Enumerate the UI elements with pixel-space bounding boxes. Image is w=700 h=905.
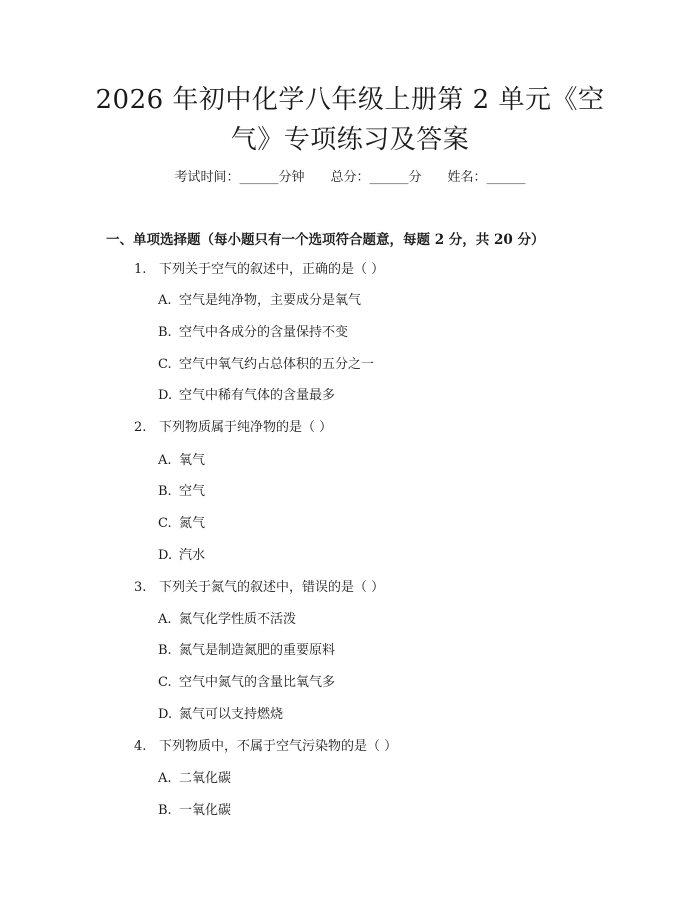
option-letter: C. [158,357,172,372]
option-text: 氮气是制造氮肥的重要原料 [179,643,336,658]
question-1 [134,260,384,280]
option-text: 一氧化碳 [179,803,232,818]
option-text: 空气 [179,484,206,499]
option-1b [158,323,348,343]
document-title [90,80,610,160]
option-3c [158,673,335,693]
exam-info [0,168,700,188]
option-text: 氮气可以支持燃烧 [179,707,284,722]
option-letter: B. [158,484,172,499]
section-title: 一、单项选择题（每小题只有一个选项符合题意，每题 2 分，共 20 分） [106,232,545,248]
option-3d [158,705,283,725]
option-2c [158,514,205,534]
option-text: 空气中各成分的含量保持不变 [179,325,349,340]
option-4b [158,801,231,821]
question-text: 下列物质属于纯净物的是（ ） [159,420,333,435]
option-2d [158,546,205,566]
option-letter: C. [158,516,172,531]
option-2b [158,482,205,502]
question-number: 1. [134,262,147,277]
option-letter: B. [158,643,172,658]
option-1a [158,291,361,311]
option-1d [158,386,335,406]
option-text: 氧气 [179,453,206,468]
option-3b [158,641,335,661]
option-letter: A. [158,612,172,627]
option-3a [158,610,296,630]
option-text: 汽水 [179,548,206,563]
title-line-2: 气》专项练习及答案 [230,125,470,155]
student-name: 姓名：______ [447,170,526,185]
question-text: 下列关于空气的叙述中，正确的是（ ） [159,262,385,277]
exam-time: 考试时间：______分钟 [174,170,305,185]
option-letter: A. [158,453,172,468]
option-letter: C. [158,675,172,690]
option-letter: D. [158,548,173,563]
option-letter: A. [158,771,172,786]
exam-score: 总分：______分 [330,170,422,185]
option-text: 空气中氮气的含量比氧气多 [179,675,336,690]
option-letter: D. [158,707,173,722]
title-line-1: 2026 年初中化学八年级上册第 2 单元《空 [95,85,605,115]
option-letter: B. [158,803,172,818]
option-letter: D. [158,388,173,403]
option-4a [158,769,231,789]
option-letter: A. [158,293,172,308]
option-text: 空气是纯净物，主要成分是氧气 [179,293,362,308]
question-number: 4. [134,739,147,754]
option-text: 二氧化碳 [179,771,232,786]
question-text: 下列关于氮气的叙述中，错误的是（ ） [159,580,385,595]
question-3 [134,578,384,598]
option-text: 空气中氧气约占总体积的五分之一 [179,357,375,372]
option-letter: B. [158,325,172,340]
question-4 [134,737,397,757]
option-text: 氮气 [179,516,206,531]
question-number: 2. [134,420,147,435]
option-text: 氮气化学性质不活泼 [179,612,297,627]
question-number: 3. [134,580,147,595]
question-text: 下列物质中，不属于空气污染物的是（ ） [159,739,398,754]
option-text: 空气中稀有气体的含量最多 [179,388,336,403]
question-2 [134,418,332,438]
option-2a [158,451,205,471]
option-1c [158,355,374,375]
